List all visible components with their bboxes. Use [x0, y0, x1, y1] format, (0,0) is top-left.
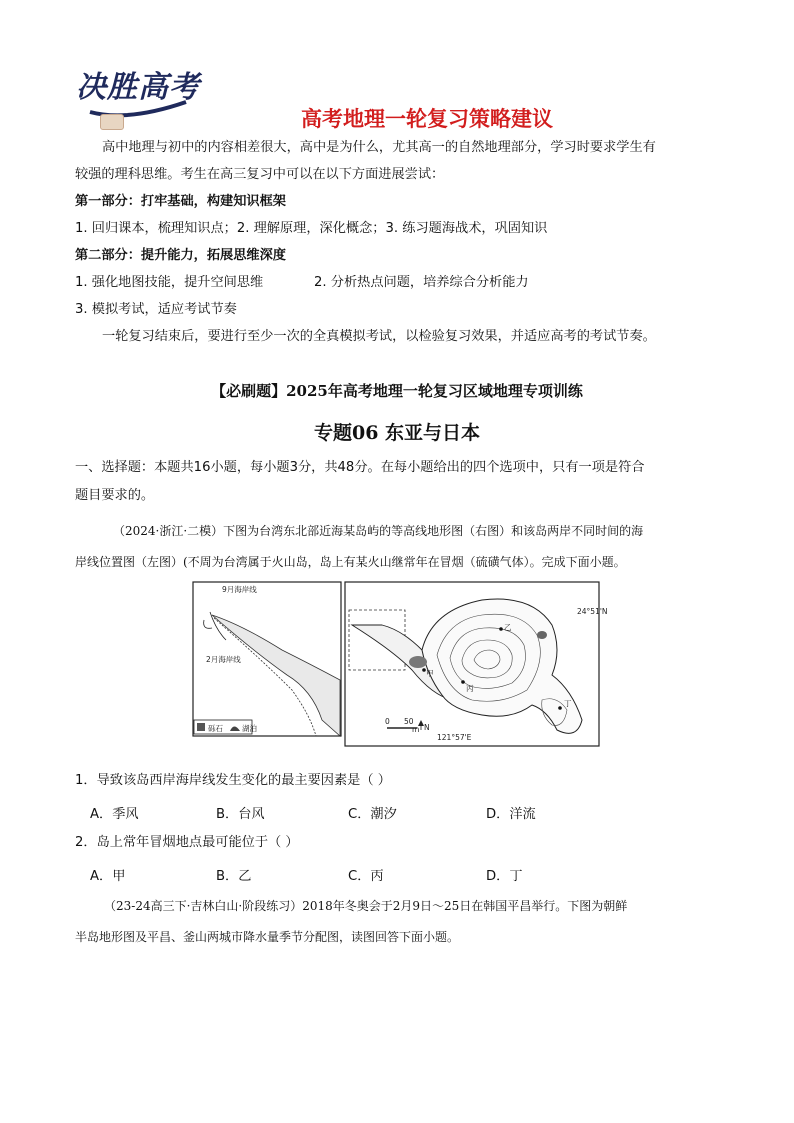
place-yi: 乙: [504, 623, 512, 632]
part2-item-3: 3. 模拟考试，适应考试节奏: [75, 302, 237, 317]
part2-item-1: 1. 强化地图技能，提升空间思维: [75, 275, 264, 290]
passage2-line-1: （23-24高三下·吉林白山·阶段练习）2018年冬奥会于2月9日～25日在韩国平昌举行。下图为朝鲜: [104, 899, 628, 913]
question-2-stem: 2．岛上常年冒烟地点最可能位于（ ）: [75, 835, 299, 850]
island-map-figure: [192, 580, 608, 750]
longitude-label: 121°57'E: [437, 733, 472, 742]
part1-items: 1. 回归课本，梳理知识点；2. 理解原理，深化概念；3. 练习题海战术，巩固知识: [75, 221, 548, 236]
section-title: 【必刷题】2025年高考地理一轮复习区域地理专项训练: [211, 382, 583, 400]
part1-heading: 第一部分：打牢基础，构建知识框架: [75, 194, 286, 209]
passage2-line-2: 半岛地形图及平昌、釜山两城市降水量季节分配图，读图回答下面小题。: [75, 930, 460, 944]
intro-line-2: 较强的理科思维。考生在高三复习中可以在以下方面进展尝试：: [75, 167, 445, 182]
right-map-panel: [345, 582, 599, 746]
q2-option-c[interactable]: C．丙: [348, 869, 384, 884]
q2-option-a[interactable]: A．甲: [90, 869, 126, 884]
scale-fifty: 50: [404, 717, 414, 726]
scale-unit: m: [412, 725, 420, 734]
place-bing: 丙: [466, 684, 474, 693]
north-arrow-label: N: [424, 723, 430, 732]
topic-title: 专题06 东亚与日本: [313, 422, 481, 444]
q1-option-a[interactable]: A．季风: [90, 807, 139, 822]
intro-line-1: 高中地理与初中的内容相差很大，高中是为什么，尤其高一的自然地理部分，学习时要求学生有: [102, 140, 656, 155]
question-1-stem: 1．导致该岛西岸海岸线发生变化的最主要因素是（ ）: [75, 773, 391, 788]
main-title: 高考地理一轮复习策略建议: [301, 107, 553, 131]
label-february-coast: 2月海岸线: [206, 655, 241, 664]
scale-zero: 0: [385, 717, 390, 726]
instructions-line-1: 一、选择题：本题共16小题，每小题3分，共48分。在每小题给出的四个选项中，只有一项是符合: [75, 460, 645, 475]
place-jia: 甲: [426, 669, 434, 678]
part2-heading: 第二部分：提升能力，拓展思维深度: [75, 248, 286, 263]
q2-option-b[interactable]: B．乙: [216, 869, 252, 884]
q1-option-b[interactable]: B．台风: [216, 807, 265, 822]
part2-item-2: 2. 分析热点问题，培养综合分析能力: [314, 275, 529, 290]
legend-gravel: 砾石: [208, 724, 223, 733]
latitude-label: 24°51'N: [577, 607, 608, 616]
logo-text: 决胜高考: [76, 70, 200, 105]
q1-option-d[interactable]: D．洋流: [486, 807, 536, 822]
closing-paragraph: 一轮复习结束后，要进行至少一次的全真模拟考试，以检验复习效果，并适应高考的考试节奏。: [102, 329, 656, 344]
q2-option-d[interactable]: D．丁: [486, 869, 523, 884]
passage1-line-2: 岸线位置图（左图）(不周为台湾属于火山岛，岛上有某火山继常年在冒烟（硫磺气体）。完成下面小题。: [75, 555, 626, 569]
legend-lake: 湖泊: [242, 724, 257, 733]
q1-option-c[interactable]: C．潮汐: [348, 807, 397, 822]
place-ding: 丁: [564, 699, 572, 708]
label-september-coast: 9月海岸线: [222, 585, 257, 594]
passage1-line-1: （2024·浙江·二模）下图为台湾东北部近海某岛屿的等高线地形图（右图）和该岛两岸不同时间的海: [113, 524, 644, 538]
instructions-line-2: 题目要求的。: [75, 488, 155, 503]
